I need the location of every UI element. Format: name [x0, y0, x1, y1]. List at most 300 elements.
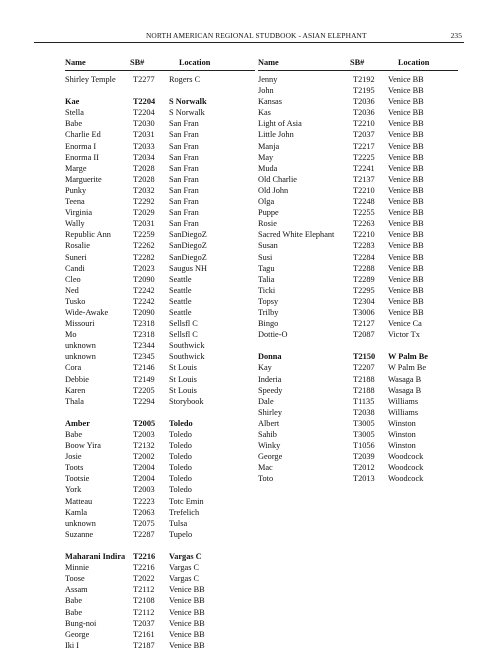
location-cell: Seattle [169, 307, 192, 317]
name-cell: Bung-noi [65, 618, 97, 628]
table-row [65, 529, 255, 540]
column-header-rule [65, 70, 255, 71]
table-row [65, 240, 255, 251]
table-row [258, 462, 458, 473]
name-column-header: Name [258, 58, 279, 67]
name-cell: Amber [65, 418, 90, 428]
location-cell: Totc Emin [169, 496, 204, 506]
table-row [65, 629, 255, 640]
location-cell: Winston [388, 441, 416, 451]
table-row [65, 429, 255, 440]
sb-cell: T2028 [133, 174, 155, 184]
name-cell: Boow Yira [65, 441, 101, 451]
sb-cell: T2242 [133, 285, 155, 295]
sb-cell: T2304 [353, 296, 375, 306]
name-cell: George [258, 452, 283, 462]
table-row [65, 640, 255, 651]
sb-cell: T2032 [133, 185, 155, 195]
location-cell: Venice BB [388, 208, 424, 218]
table-row [258, 285, 458, 296]
location-cell: W Palm Be [388, 363, 427, 373]
name-cell: Donna [258, 352, 282, 362]
table-row [65, 473, 255, 484]
name-cell: Assam [65, 585, 88, 595]
sb-cell: T2023 [133, 263, 155, 273]
name-cell: Kamla [65, 507, 88, 517]
table-row [65, 296, 255, 307]
table-row [258, 385, 458, 396]
name-column-header: Name [65, 58, 86, 67]
location-cell: W Palm Be [388, 352, 428, 362]
name-cell: Babe [65, 430, 83, 439]
sb-cell: T3005 [353, 418, 375, 428]
table-row [65, 285, 255, 296]
sb-cell: T2033 [133, 141, 155, 151]
location-cell: San Fran [169, 152, 199, 162]
name-cell: Babe [65, 607, 83, 617]
table-row [65, 152, 255, 163]
table-row [65, 507, 255, 518]
sb-column-header: SB# [130, 58, 145, 67]
location-cell: Toledo [169, 418, 193, 428]
table-row [65, 351, 255, 362]
name-cell: Cora [65, 363, 82, 373]
name-cell: George [65, 629, 90, 639]
table-row [65, 185, 255, 196]
location-cell: San Fran [169, 219, 199, 229]
name-cell: Josie [65, 452, 82, 462]
sb-cell: T2223 [133, 496, 155, 506]
sb-cell: T2277 [133, 75, 155, 84]
location-cell: Venice BB [388, 141, 424, 151]
name-cell: Kas [258, 108, 271, 118]
location-cell: San Fran [169, 174, 199, 184]
table-row [65, 440, 255, 451]
name-cell: Tootsie [65, 474, 90, 484]
name-cell: John [258, 86, 274, 96]
sb-cell: T2248 [353, 197, 375, 207]
location-cell: SanDiegoZ [169, 252, 207, 262]
table-row [65, 374, 255, 385]
table-row [65, 518, 255, 529]
table-row [258, 329, 458, 340]
section-spacer [65, 540, 255, 551]
table-row [258, 96, 458, 107]
name-cell: Rosalie [65, 241, 90, 251]
sb-cell: T2037 [353, 130, 375, 140]
name-cell: Old John [258, 185, 289, 195]
table-row [258, 196, 458, 207]
table-row [65, 418, 255, 429]
location-cell: Venice BB [388, 285, 424, 295]
location-cell: Toledo [169, 474, 192, 484]
location-cell: Winston [388, 418, 416, 428]
sb-cell: T2187 [133, 640, 155, 650]
table-row [65, 396, 255, 407]
table-row [65, 174, 255, 185]
sb-cell: T2087 [353, 330, 375, 340]
name-cell: Kansas [258, 97, 282, 107]
location-cell: Venice BB [169, 596, 205, 606]
table-row [258, 218, 458, 229]
location-cell: S Norwalk [169, 97, 207, 107]
name-cell: Cleo [65, 274, 81, 284]
location-cell: Woodcock [388, 463, 424, 473]
table-row [258, 229, 458, 240]
location-column-header: Location [398, 58, 430, 67]
sb-cell: T2003 [133, 430, 155, 439]
sb-cell: T2127 [353, 319, 375, 329]
name-cell: York [65, 485, 82, 495]
sb-cell: T2225 [353, 152, 375, 162]
name-cell: Trilby [258, 307, 279, 317]
table-row [65, 318, 255, 329]
table-row [258, 207, 458, 218]
location-cell: Venice BB [388, 197, 424, 207]
table-row [65, 218, 255, 229]
section-spacer [65, 407, 255, 418]
sb-cell: T2004 [133, 474, 155, 484]
table-row [65, 362, 255, 373]
sb-cell: T2216 [133, 552, 156, 562]
name-cell: Old Charlie [258, 174, 297, 184]
name-cell: Mac [258, 463, 273, 473]
sb-cell: T2161 [133, 629, 155, 639]
location-cell: Williams [388, 407, 419, 417]
location-cell: Vargas C [169, 574, 200, 584]
name-cell: Maharani Indira [65, 552, 126, 562]
name-cell: Puppe [258, 208, 279, 218]
name-cell: Minnie [65, 563, 89, 573]
sb-cell: T2029 [133, 208, 155, 218]
table-row [258, 74, 458, 85]
table-row [258, 451, 458, 462]
name-cell: Babe [65, 596, 83, 606]
table-row [65, 462, 255, 473]
name-cell: Little John [258, 130, 294, 140]
table-row [258, 107, 458, 118]
location-cell: Venice BB [388, 263, 424, 273]
location-cell: Venice BB [388, 219, 424, 229]
table-row [65, 329, 255, 340]
name-cell: Suneri [65, 252, 87, 262]
name-cell: Marguerite [65, 174, 102, 184]
sb-cell: T2241 [353, 163, 375, 173]
location-cell: Wasaga B [388, 374, 422, 384]
location-cell: Vargas C [169, 563, 200, 573]
sb-cell: T2132 [133, 441, 155, 451]
name-cell: Matteau [65, 496, 93, 506]
sb-cell: T2262 [133, 241, 155, 251]
location-cell: Toledo [169, 441, 192, 451]
right-column [258, 58, 458, 484]
name-cell: Dottie-O [258, 330, 288, 340]
location-cell: St Louis [169, 385, 197, 395]
location-cell: San Fran [169, 163, 199, 173]
table-row [258, 418, 458, 429]
sb-cell: T2295 [353, 285, 375, 295]
table-row [258, 163, 458, 174]
location-cell: Seattle [169, 274, 192, 284]
table-row [65, 252, 255, 263]
name-cell: Toots [65, 463, 84, 473]
sb-cell: T2005 [133, 418, 156, 428]
sb-cell: T2217 [353, 141, 375, 151]
right-column-header [258, 58, 458, 70]
table-row [65, 196, 255, 207]
location-cell: Toledo [169, 485, 192, 495]
location-cell: Venice BB [388, 174, 424, 184]
location-cell: Venice BB [388, 296, 424, 306]
sb-cell: T2288 [353, 263, 375, 273]
sb-cell: T2318 [133, 330, 155, 340]
name-cell: Ticki [258, 285, 276, 295]
sb-cell: T2034 [133, 152, 155, 162]
table-row [65, 595, 255, 606]
name-cell: Marge [65, 163, 87, 173]
location-cell: Sellsfl C [169, 330, 198, 340]
table-row [258, 351, 458, 362]
table-row [65, 129, 255, 140]
sb-cell: T2075 [133, 518, 155, 528]
name-cell: Debbie [65, 374, 89, 384]
location-cell: Venice Ca [388, 319, 422, 329]
name-cell: May [258, 152, 274, 162]
location-cell: San Fran [169, 141, 199, 151]
name-cell: Sacred White Elephant [258, 230, 335, 240]
table-row [258, 129, 458, 140]
page-number: 235 [450, 31, 462, 40]
table-row [65, 484, 255, 495]
table-row [65, 618, 255, 629]
sb-cell: T2287 [133, 529, 155, 539]
location-cell: Venice BB [169, 607, 205, 617]
sb-cell: T1056 [353, 441, 375, 451]
name-cell: Punky [65, 185, 87, 195]
sb-cell: T2188 [353, 374, 375, 384]
left-column [65, 58, 255, 651]
name-cell: Susi [258, 252, 273, 262]
name-cell: Kay [258, 363, 272, 373]
name-cell: unknown [65, 341, 96, 351]
sb-cell: T2207 [353, 363, 375, 373]
location-cell: Venice BB [169, 618, 205, 628]
location-cell: Southwick [169, 341, 205, 351]
name-cell: Charlie Ed [65, 130, 101, 140]
location-cell: Wasaga B [388, 385, 422, 395]
sb-cell: T2149 [133, 374, 155, 384]
sb-cell: T2003 [133, 485, 155, 495]
table-row [258, 263, 458, 274]
sb-cell: T3006 [353, 307, 375, 317]
location-cell: Venice BB [388, 307, 424, 317]
name-cell: Shirley [258, 407, 282, 417]
table-row [258, 362, 458, 373]
sb-cell: T2063 [133, 507, 155, 517]
table-row [65, 551, 255, 562]
name-cell: Republic Ann [65, 230, 111, 240]
sb-cell: T2210 [353, 119, 375, 129]
sb-cell: T2205 [133, 385, 155, 395]
table-row [65, 451, 255, 462]
sb-column-header: SB# [350, 58, 365, 67]
table-row [258, 274, 458, 285]
sb-cell: T2210 [353, 230, 375, 240]
name-cell: Karen [65, 385, 86, 395]
left-column-header [65, 58, 255, 70]
name-cell: Toose [65, 574, 85, 584]
name-cell: Shirley Temple [65, 75, 116, 84]
table-row [258, 440, 458, 451]
table-row [65, 573, 255, 584]
name-cell: Tagu [258, 263, 275, 273]
location-cell: Venice BB [388, 75, 424, 84]
table-row [65, 340, 255, 351]
sb-cell: T2028 [133, 163, 155, 173]
sb-cell: T3005 [353, 430, 375, 439]
name-cell: Wide-Awake [65, 307, 109, 317]
location-cell: San Fran [169, 197, 199, 207]
name-cell: Muda [258, 163, 278, 173]
location-cell: Venice BB [388, 241, 424, 251]
sb-cell: T2112 [133, 585, 155, 595]
sb-cell: T2036 [353, 97, 375, 107]
name-cell: Topsy [258, 296, 279, 306]
table-row [258, 396, 458, 407]
location-cell: San Fran [169, 208, 199, 218]
table-row [65, 141, 255, 152]
table-row [258, 318, 458, 329]
location-cell: Venice BB [388, 252, 424, 262]
name-cell: Kae [65, 97, 80, 107]
location-cell: Seattle [169, 285, 192, 295]
column-header-rule [258, 70, 458, 71]
location-cell: Southwick [169, 352, 205, 362]
name-cell: Talia [258, 274, 275, 284]
sb-cell: T2216 [133, 563, 155, 573]
name-cell: Candi [65, 263, 85, 273]
location-cell: Toledo [169, 463, 192, 473]
sb-cell: T2294 [133, 396, 155, 406]
location-cell: San Fran [169, 130, 199, 140]
sb-cell: T2282 [133, 252, 155, 262]
name-cell: Toto [258, 474, 274, 484]
location-cell: Venice BB [388, 108, 424, 118]
location-cell: Venice BB [388, 130, 424, 140]
table-row [65, 584, 255, 595]
location-cell: Tupelo [169, 529, 193, 539]
table-row [258, 174, 458, 185]
name-cell: Virginia [65, 208, 93, 218]
location-cell: Venice BB [169, 585, 205, 595]
location-cell: Vargas C [169, 552, 202, 562]
location-cell: Venice BB [388, 185, 424, 195]
location-cell: San Fran [169, 185, 199, 195]
name-cell: Thala [65, 396, 84, 406]
location-cell: Venice BB [388, 230, 424, 240]
location-cell: Sellsfl C [169, 319, 198, 329]
sb-cell: T2031 [133, 130, 155, 140]
table-row [65, 607, 255, 618]
location-cell: St Louis [169, 374, 197, 384]
sb-cell: T2090 [133, 307, 155, 317]
name-cell: Olga [258, 197, 275, 207]
name-cell: Susan [258, 241, 278, 251]
table-row [258, 374, 458, 385]
sb-cell: T2013 [353, 474, 375, 484]
name-cell: Stella [65, 108, 84, 118]
table-row [65, 163, 255, 174]
table-row [65, 562, 255, 573]
name-cell: Dale [258, 396, 274, 406]
sb-cell: T2112 [133, 607, 155, 617]
sb-cell: T2090 [133, 274, 155, 284]
location-cell: Winston [388, 430, 416, 439]
sb-cell: T2259 [133, 230, 155, 240]
location-cell: Venice BB [388, 86, 424, 96]
location-cell: Woodcock [388, 452, 424, 462]
sb-cell: T2150 [353, 352, 376, 362]
table-row [258, 407, 458, 418]
section-spacer [258, 340, 458, 351]
table-row [65, 385, 255, 396]
sb-cell: T2036 [353, 108, 375, 118]
table-row [65, 118, 255, 129]
location-cell: Toledo [169, 452, 192, 462]
table-row [65, 207, 255, 218]
sb-cell: T2004 [133, 463, 155, 473]
sb-cell: T1135 [353, 396, 375, 406]
sb-cell: T2283 [353, 241, 375, 251]
table-row [258, 240, 458, 251]
location-cell: Venice BB [169, 640, 205, 650]
table-row [65, 263, 255, 274]
name-cell: Inderia [258, 374, 282, 384]
sb-cell: T2210 [353, 185, 375, 195]
name-cell: Rosie [258, 219, 277, 229]
sb-cell: T2345 [133, 352, 155, 362]
name-cell: Wally [65, 219, 85, 229]
table-row [258, 307, 458, 318]
table-row [258, 429, 458, 440]
name-cell: Speedy [258, 385, 283, 395]
sb-cell: T2192 [353, 75, 375, 84]
name-cell: Manja [258, 141, 280, 151]
name-cell: Enorma II [65, 152, 99, 162]
location-cell: Woodcock [388, 474, 424, 484]
name-cell: Albert [258, 418, 280, 428]
name-cell: Missouri [65, 319, 95, 329]
table-row [258, 118, 458, 129]
sb-cell: T2204 [133, 97, 156, 107]
sb-cell: T2030 [133, 119, 155, 129]
table-row [65, 74, 255, 85]
sb-cell: T2284 [353, 252, 375, 262]
location-cell: Seattle [169, 296, 192, 306]
sb-cell: T2263 [353, 219, 375, 229]
location-cell: Saugus NH [169, 263, 208, 273]
page-header-title: NORTH AMERICAN REGIONAL STUDBOOK - ASIAN ELEPHANT [146, 31, 367, 40]
header-rule [34, 42, 464, 43]
table-row [258, 141, 458, 152]
location-cell: San Fran [169, 119, 199, 129]
location-cell: Tulsa [169, 518, 188, 528]
sb-cell: T2242 [133, 296, 155, 306]
location-cell: St Louis [169, 363, 197, 373]
table-row [258, 85, 458, 96]
table-row [258, 185, 458, 196]
name-cell: unknown [65, 352, 96, 362]
